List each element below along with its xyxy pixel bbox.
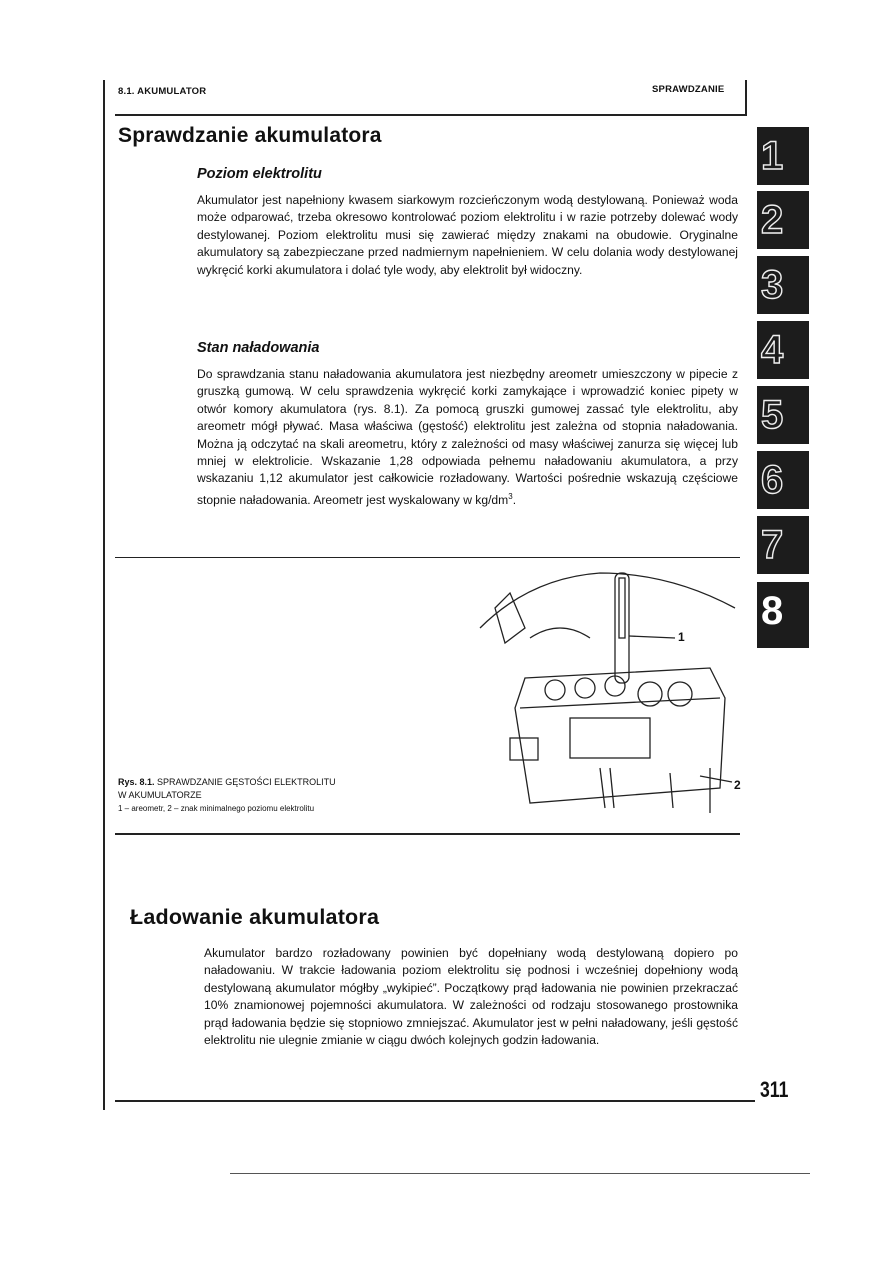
chapter-tab-5[interactable]: 5 [757,386,809,444]
chapter-tab-8-active[interactable]: 8 [757,582,809,648]
section-title: Sprawdzanie akumulatora [118,124,382,147]
battery-cap [668,682,692,706]
subsection-title: Poziom elektrolitu [197,166,322,182]
section-title: Ładowanie akumulatora [130,905,380,929]
chapter-tab-7[interactable]: 7 [757,516,809,574]
battery-body [515,668,725,803]
figure-caption [118,776,448,815]
paragraph-text: Do sprawdzania stanu naładowania akumulatora jest niezbędny areometr umieszczony w pipecie z gruszką gumową. W celu sprawdzenia wykręcić korki zamykające i wprowadzić koniec pipety w otwór komory akumulatora (rys. 8.1). Za pomocą gruszki gumowej zassać tyle elektrolitu, aby areometr mógł pływać. Masa właściwa (gęstość) elektrolitu jest zależna od stopnia naładowania. Można ją odczytać na skali areometru, który z zależności od masy właściwej zanurza się więcej lub mniej w elektrolicie. Wskazanie 1,28 odpowiada pełnemu naładowaniu akumulatora, a przy wskazaniu 1,12 akumulator jest całkowicie rozładowany. Wartości pośrednie wskazują częściowe stopnie naładowania. Areometr jest wyskalowany w kg/dm [197,367,738,507]
battery-label [570,718,650,758]
header-rule [115,114,746,116]
page-number: 311 [760,1077,789,1102]
battery-cap [545,680,565,700]
battery-cap [638,682,662,706]
callout-line-2 [700,776,732,782]
paragraph: Akumulator bardzo rozładowany powinien być dopełniany wodą destylowaną dopiero po naładowaniu. W trakcie ładowania poziom elektrolitu się podnosi i wcześniej dopełniony wodą destylowaną akumulator mógłby „wykipieć”. Początkowy prąd ładowania nie powinien przekraczać 10% znamionowej pojemności akumulatora. W zależności od rodzaju stosowanego prostownika prąd ładowania będzie się stopniowo zmniejszać. Akumulator jest w pełni naładowany, jeśli gęstość elektrolitu nie ulegnie zmianie w ciągu dwóch kolejnych godzin ładowania. [204,946,738,1048]
caption-line: W AKUMULATORZE [118,790,202,800]
header-right-rule [745,80,747,116]
figure-legend: 1 – areometr, 2 – znak minimalnego poziomu elektrolitu [118,804,315,813]
callout-2: 2 [734,778,741,792]
left-margin-rule [103,80,105,1110]
paragraph: Akumulator jest napełniony kwasem siarkowym rozcieńczonym wodą destylowaną. Ponieważ woda może odparować, trzeba okresowo kontrolować poziom elektrolitu i w razie potrzeby dolewać wody destylowanej. Poziom elektrolitu musi się zawierać między znakami na obudowie. Oryginalne akumulatory są zabezpieczane przed nadmiernym napełnieniem. W celu dolania wody destylowanej wykręcić korki akumulatora i dolać tyle wody, aby elektrolit był widoczny. [197,193,738,277]
chapter-tab-3[interactable]: 3 [757,256,809,314]
hydrometer-float [619,578,625,638]
figure-label: Rys. 8.1. [118,777,155,787]
header-running-title: SPRAWDZANIE [652,84,725,95]
hose [530,628,590,638]
paragraph [197,366,738,509]
chapter-tab-1[interactable]: 1 [757,127,809,185]
callout-line-1 [629,636,675,638]
terminal [510,738,538,760]
footer-rule [115,1100,755,1102]
callout-1: 1 [678,630,685,644]
subsection-title: Stan naładowania [197,340,320,356]
header-section: 8.1. AKUMULATOR [118,86,207,97]
bracket [495,593,525,643]
hood-outline [480,573,735,628]
scan-edge-rule [230,1173,810,1174]
unit-superscript: 3 [508,491,513,501]
chapter-tab-2[interactable]: 2 [757,191,809,249]
battery-cap [575,678,595,698]
paragraph-end: . [512,492,517,507]
hydrometer-pipette [615,573,629,683]
caption-line: SPRAWDZANIE GĘSTOŚCI ELEKTROLITU [157,777,336,787]
chapter-tab-6[interactable]: 6 [757,451,809,509]
chapter-tab-4[interactable]: 4 [757,321,809,379]
figure-top-rule [115,557,740,558]
battery-hydrometer-illustration [470,568,745,828]
figure-bottom-rule [115,833,740,835]
